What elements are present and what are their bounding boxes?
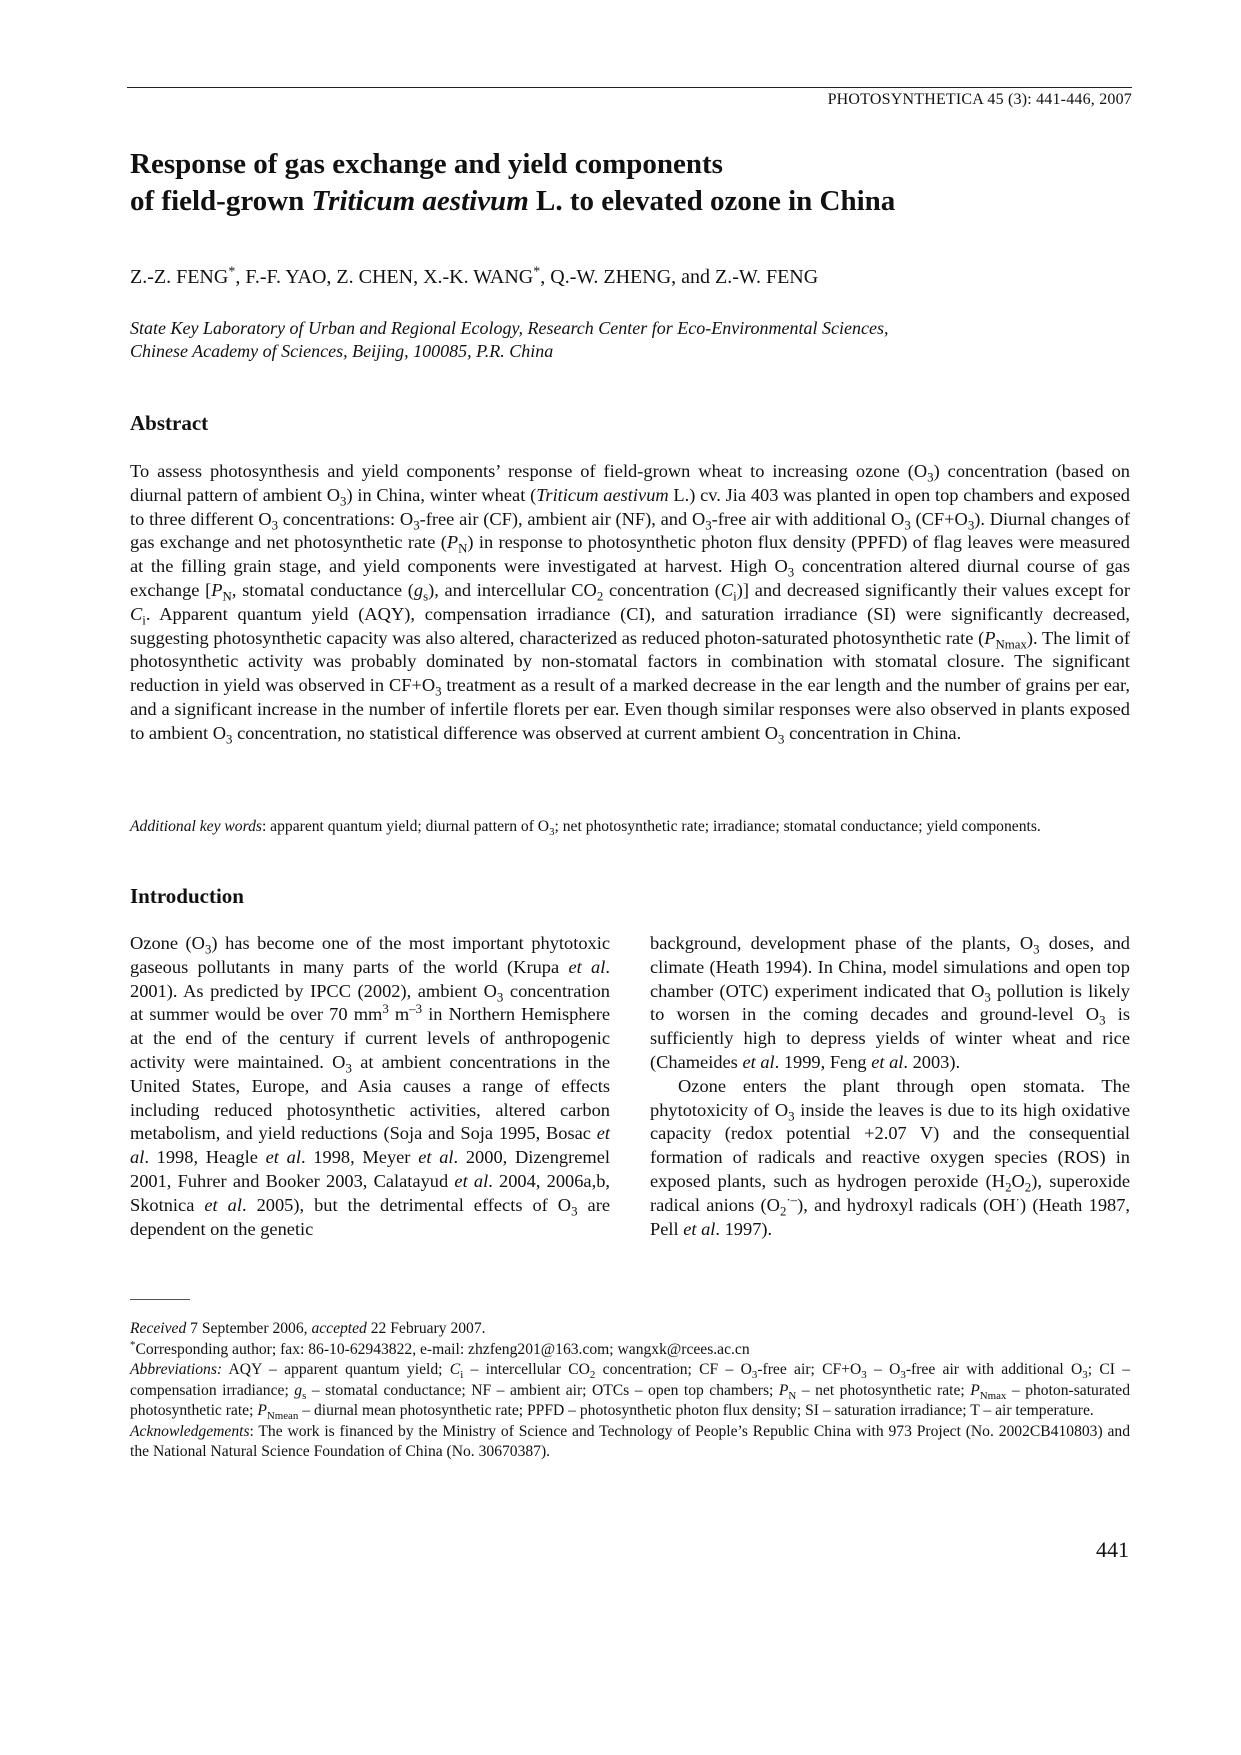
title-line-1: Response of gas exchange and yield components [130, 148, 723, 180]
affiliation: State Key Laboratory of Urban and Regional Ecology, Research Center for Eco-Environmental Sciences, Chinese Academy of Sciences, Beijing, 100085, P.R. China [130, 318, 889, 361]
species-name: Triticum aestivum [311, 185, 529, 217]
acknowledgements-note: Acknowledgements: The work is financed by the Ministry of Science and Technology of People’s Republic China with 973 Project (No. 2002CB410803) and the National Natural Science Foundation of China (No. 30670387). [130, 1422, 1130, 1460]
header-rule [127, 87, 1132, 88]
page-number: 441 [1096, 1537, 1129, 1562]
corresponding-note: *Corresponding author; fax: 86-10-62943822, e-mail: zhzfeng201@163.com; wangxk@rcees.ac.cn [130, 1338, 750, 1358]
intro-paragraph: background, development phase of the plants, $O_3$ doses, and climate (Heath 1994). In China, model simulations and open top chamber (OTC) experiment indicated that $O_3$ pollution is likely to worsen in the coming decades and ground-level $O_3$ is sufficiently high to depress yields of winter wheat and rice (Chameides et al. 1999, Feng et al. 2003). [650, 933, 1131, 1072]
received-note: Received 7 September 2006, accepted 22 February 2007. [130, 1320, 486, 1337]
author-list: Z.-Z. FENG*, F.-F. YAO, Z. CHEN, X.-K. WANG*, Q.-W. ZHENG, and Z.-W. FENG [130, 264, 819, 288]
introduction-heading: Introduction [130, 884, 244, 908]
footnote-separator [130, 1299, 190, 1300]
intro-column-right [650, 932, 1130, 1241]
article-title [130, 146, 1130, 220]
intro-column-left [130, 932, 610, 1241]
intro-paragraph: Ozone enters the plant through open stomata. The phytotoxicity of $O_3$ inside the leaves is due to its high oxidative capacity (redox potential +2.07 V) and the consequential formation of radicals and reactive oxygen species (ROS) in exposed plants, such as hydrogen peroxide $(H_2O_2)$, superoxide radical anions $(O_2^{\cdot-})$, and hydroxyl radicals (OH·) (Heath 1987, Pell et al. 1997). [650, 1075, 1131, 1239]
abstract-heading: Abstract [130, 411, 209, 435]
abstract-body: To assess photosynthesis and yield components’ response of field-grown wheat to increasing ozone $(O_3)$ concentration (based on diurnal pattern of ambient $O_3$) in China, winter wheat (Triticum aestivum L.) cv. Jia 403 was planted in open top chambers and exposed to three different $O_3$ concentrations: $O_3$-free air (CF), ambient air (NF), and $O_3$-free air with additional $O_3$ $(CF+O_3)$. Diurnal changes of gas exchange and net photosynthetic rate $(P_N)$ in response to photosynthetic photon flux density (PPFD) of flag leaves were measured at the filling grain stage, and yield components were investigated at harvest. High $O_3$ concentration altered diurnal course of gas exchange [$P_N$, stomatal conductance $(g_s)$, and intercellular $CO_2$ concentration $(C_i)$] and decreased significantly their values except for $C_i$. Apparent quantum yield (AQY), compensation irradiance (CI), and saturation irradiance (SI) were significantly decreased, suggesting photosynthetic capacity was also altered, characterized as reduced photon-saturated photosynthetic rate $(P_{Nmax})$. The limit of photosynthetic activity was probably dominated by non-stomatal factors in combination with stomatal closure. The significant reduction in yield was observed in $CF+O_3$ treatment as a result of a marked decrease in the ear length and the number of grains per ear, and a significant increase in the number of infertile florets per ear. Even though similar responses were also observed in plants exposed to ambient $O_3$ concentration, no statistical difference was observed at current ambient $O_3$ concentration in China. [130, 461, 1131, 747]
footnotes [130, 1319, 1130, 1463]
title-line-2: of field-grown Triticum aestivum L. to elevated ozone in China [130, 185, 896, 217]
key-words: Additional key words: apparent quantum yield; diurnal pattern of $O_3$; net photosynthetic rate; irradiance; stomatal conductance; yield components. [130, 818, 1041, 839]
intro-paragraph: Ozone $(O_3)$ has become one of the most important phytotoxic gaseous pollutants in many parts of the world (Krupa et al. 2001). As predicted by IPCC (2002), ambient $O_3$ concentration at summer would be over 70 $mm^3$ $m^{-3}$ in Northern Hemisphere at the end of the century if current levels of anthropogenic activity were maintained. $O_3$ at ambient concentrations in the United States, Europe, and Asia causes a range of effects including reduced photosynthetic activities, altered carbon metabolism, and yield reductions (Soja and Soja 1995, Bosac et al. 1998, Heagle et al. 1998, Meyer et al. 2000, Dizengremel 2001, Fuhrer and Booker 2003, Calatayud et al. 2004, 2006a,b, Skotnica et al. 2005), but the detrimental effects of $O_3$ are dependent on the genetic [130, 933, 610, 1239]
abbreviations-note: Abbreviations: AQY – apparent quantum yield; $C_i$ – intercellular $CO_2$ concentration; CF – $O_3$-free air; $CF+O_3$ – $O_3$-free air with additional $O_3$; CI – compensation irradiance; $g_s$ – stomatal conductance; NF – ambient air; OTCs – open top chambers; $P_N$ – net photosynthetic rate; $P_{Nmax}$ – photon-saturated photosynthetic rate; $P_{Nmean}$ – diurnal mean photosynthetic rate; PPFD – photosynthetic photon flux density; SI – saturation irradiance; T – air temperature. [130, 1361, 1131, 1423]
journal-citation: PHOTOSYNTHETICA 45 (3): 441-446, 2007 [827, 91, 1132, 108]
